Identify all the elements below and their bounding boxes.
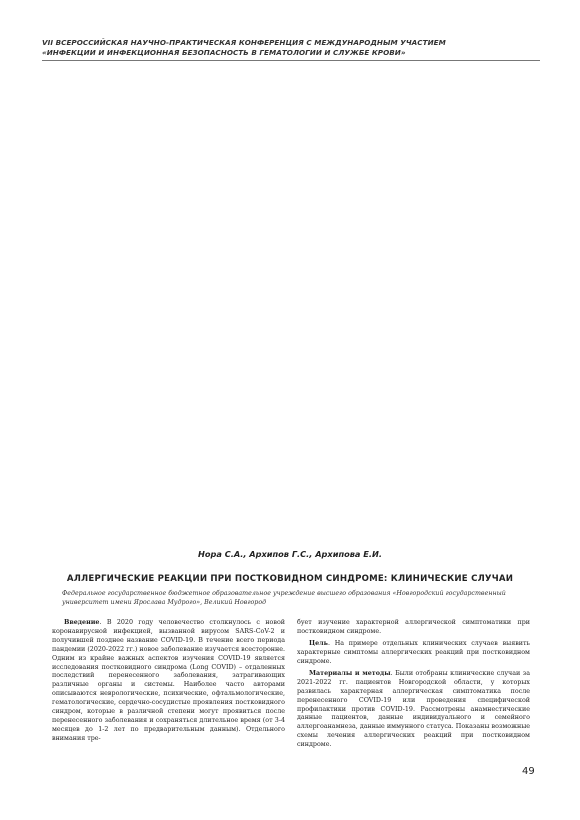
header-divider bbox=[42, 60, 540, 61]
methods-paragraph bbox=[297, 670, 530, 750]
article-authors: Нора С.А., Архипов Г.С., Архипова Е.И. bbox=[198, 549, 382, 559]
right-column bbox=[297, 619, 530, 750]
header-line-2: «ИНФЕКЦИИ И ИНФЕКЦИОННАЯ БЕЗОПАСНОСТЬ В ГЕМАТОЛОГИИ И СЛУЖБЕ КРОВИ» bbox=[42, 47, 406, 57]
header-line-1: VII ВСЕРОССИЙСКАЯ НАУЧНО-ПРАКТИЧЕСКАЯ КОНФЕРЕНЦИЯ С МЕЖДУНАРОДНЫМ УЧАСТИЕМ bbox=[42, 38, 446, 47]
methods-text: . Были отобраны клинические случаи за 2021-2022 гг. пациентов Новгородской области, у которых развилась характерная аллергическая симптоматика после перенесенного COVID-19 или проведения специфической профилактики против COVID-19. Рассмотрены анамнестические данные пациентов, данные индивидуального и семейного аллергоанамнеза, данные иммунного статуса. Показаны возможные схемы лечения аллергических реакций при постковидном синдроме. bbox=[297, 669, 530, 749]
continued-paragraph bbox=[297, 619, 530, 637]
continued-text: бует изучение характерной аллергической симптоматики при постковидном синдроме. bbox=[297, 619, 530, 635]
aim-label: Цель bbox=[309, 640, 328, 647]
page-number: 49 bbox=[522, 766, 535, 777]
intro-text: . В 2020 году человечество столкнулось с новой коронавирусной инфекцией, вызванной вирусом SARS-CoV-2 и получившей позднее название COVID-19. В течение всего периода пандемии (2020-2022 гг.) новое заболевание изучается всесторонне. Одним из крайне важных аспектов изучения COVID-19 является исследования постковидного синдрома (Long COVID) – отдаленных последствий перенесенного заболевания, затрагивающих различные органы и системы. Наиболее часто авторами описываются неврологические, психические, офтальмологические, гематологические, сердечно-сосудистые проявления постковидного синдром, которые в различной степени могут проявиться после перенесенного заболевания и сохраняться длительное время (от 3-4 месяцев до 1-2 лет по предварительным данным). Отдельного внимания тре- bbox=[52, 619, 285, 742]
intro-paragraph bbox=[52, 619, 285, 744]
running-header bbox=[42, 38, 542, 57]
article-title: АЛЛЕРГИЧЕСКИЕ РЕАКЦИИ ПРИ ПОСТКОВИДНОМ СИНДРОМЕ: КЛИНИЧЕСКИЕ СЛУЧАИ bbox=[66, 574, 514, 584]
left-column bbox=[52, 619, 285, 744]
methods-label: Материалы и методы bbox=[309, 669, 391, 677]
aim-paragraph bbox=[297, 640, 530, 667]
article-affiliation: Федеральное государственное бюджетное образовательное учреждение высшего образования «Новгородский государственный университет имени Ярослава Мудрого», Великий Новгород bbox=[62, 590, 506, 606]
intro-label: Введение bbox=[64, 619, 100, 626]
aim-text: . На примере отдельных клинических случаев выявить характерные симптомы аллергических реакций при постковидном синдроме. bbox=[297, 640, 530, 665]
